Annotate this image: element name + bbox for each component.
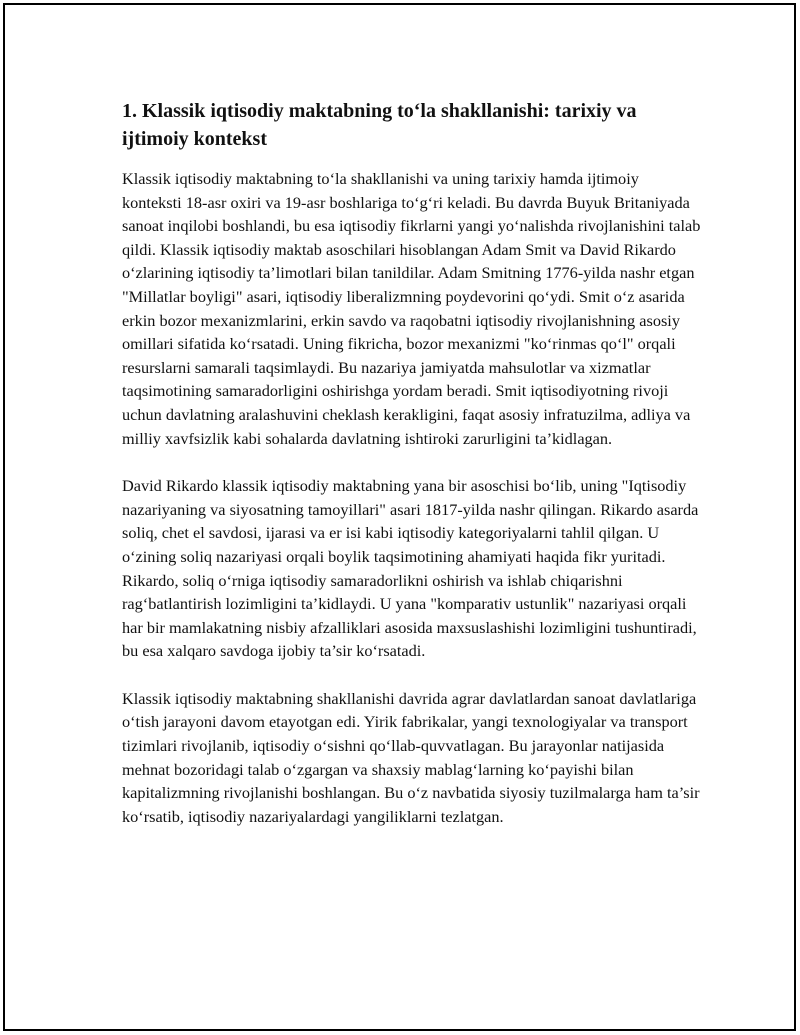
page-frame	[3, 3, 796, 1031]
section-heading: 1. Klassik iqtisodiy maktabning to‘la shakllanishi: tarixiy va ijtimoiy kontekst	[122, 100, 637, 150]
paragraph-3: Klassik iqtisodiy maktabning shakllanishi davrida agrar davlatlardan sanoat davlatlariga o‘tish jarayoni davom etayotgan edi. Yirik fabrikalar, yangi texnologiyalar va transport tizimlari rivojlanib, iqtisodiy o‘sishni qo‘llab-quvvatlagan. Bu jarayonlar natijasida mehnat bozoridagi talab o‘zgargan va shaxsiy mablag‘larning ko‘payishi bilan kapitalizmning rivojlanishi boshlangan. Bu o‘z navbatida siyosiy tuzilmalarga ham ta’sir ko‘rsatib, iqtisodiy nazariyalardagi yangiliklarni tezlatgan.	[122, 688, 700, 826]
document-body	[122, 97, 702, 852]
paragraph-1: Klassik iqtisodiy maktabning to‘la shakllanishi va uning tarixiy hamda ijtimoiy konteksti 18-asr oxiri va 19-asr boshlariga to‘g‘ri keladi. Bu davrda Buyuk Britaniyada sanoat inqilobi boshlandi, bu esa iqtisodiy fikrlarni yangi yo‘nalishda rivojlanishini talab qildi. Klassik iqtisodiy maktab asoschilari hisoblangan Adam Smit va David Rikardo o‘zlarining iqtisodiy ta’limotlari bilan tanildilar. Adam Smitning 1776-yilda nashr etgan "Millatlar boyligi" asari, iqtisodiy liberalizmning poydevorini qo‘ydi. Smit o‘z asarida erkin bozor mexanizmlarini, erkin savdo va raqobatni iqtisodiy rivojlanishning asosiy omillari sifatida ko‘rsatadi. Uning fikricha, bozor mexanizmi "ko‘rinmas qo‘l" orqali resurslarni samarali taqsimlaydi. Bu nazariya jamiyatda mahsulotlar va xizmatlar taqsimotining samaradorligini oshirishga yordam beradi. Smit iqtisodiyotning rivoji uchun davlatning aralashuvini cheklash kerakligini, faqat asosiy infratuzilma, adliya va milliy xavfsizlik kabi sohalarda davlatning ishtiroki zarurligini ta’kidlagan.	[122, 169, 701, 448]
paragraph-2: David Rikardo klassik iqtisodiy maktabning yana bir asoschisi bo‘lib, uning "Iqtisodiy nazariyaning va siyosatning tamoyillari" asari 1817-yilda nashr qilingan. Rikardo asarda soliq, chet el savdosi, ijarasi va er isi kabi iqtisodiy kategoriyalarni tahlil qilgan. U o‘zining soliq nazariyasi orqali boylik taqsimotining ahamiyati haqida fikr yuritadi. Rikardo, soliq o‘rniga iqtisodiy samaradorlikni oshirish va ishlab chiqarishni rag‘batlantirish lozimligini ta’kidlaydi. U yana "komparativ ustunlik" nazariyasi orqali har bir mamlakatning nisbiy afzalliklari asosida maxsuslashishi lozimligini tushuntiradi, bu esa xalqaro savdoga ijobiy ta’sir ko‘rsatadi.	[122, 476, 699, 661]
